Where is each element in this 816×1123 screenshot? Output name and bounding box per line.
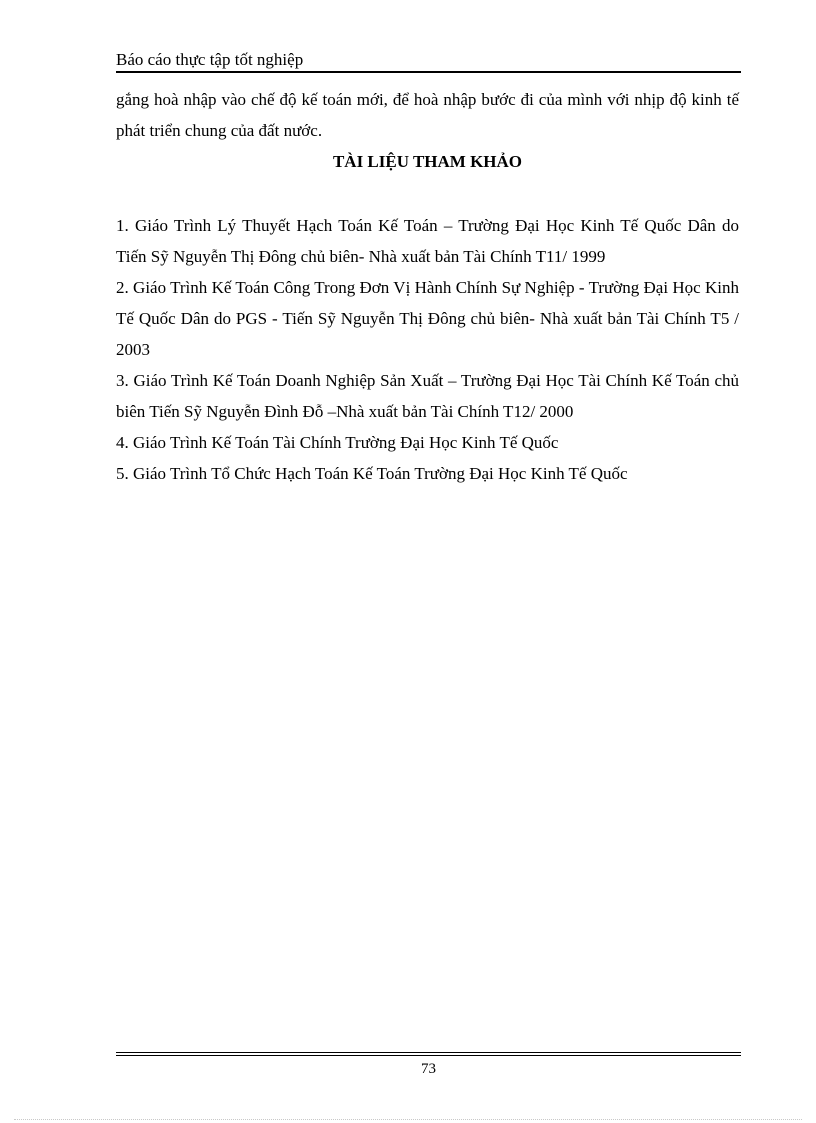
section-title: TÀI LIỆU THAM KHẢO	[332, 152, 523, 171]
reference-item-2: 2. Giáo Trình Kế Toán Công Trong Đơn Vị Hành Chính Sự Nghiệp - Trường Đại Học Kinh Tế Quốc Dân do PGS - Tiến Sỹ Nguyễn Thị Đông chủ biên- Nhà xuất bản Tài Chính T5 / 2003	[116, 278, 739, 359]
reference-item-1: 1. Giáo Trình Lý Thuyết Hạch Toán Kế Toán – Trường Đại Học Kinh Tế Quốc Dân do Tiến Sỹ Nguyễn Thị Đông chủ biên- Nhà xuất bản Tài Chính T11/ 1999	[116, 216, 739, 266]
footer-double-rule	[116, 1052, 741, 1056]
page-number: 73	[421, 1061, 436, 1077]
reference-list	[116, 210, 739, 489]
reference-item-4: 4. Giáo Trình Kế Toán Tài Chính Trường Đại Học Kinh Tế Quốc	[116, 433, 559, 452]
header-title: Báo cáo thực tập tốt nghiệp	[116, 50, 304, 69]
page-body	[116, 84, 739, 489]
continuation-paragraph: gắng hoà nhập vào chế độ kế toán mới, để hoà nhập bước đi của mình với nhịp độ kinh tế phát triển chung của đất nước.	[116, 90, 739, 140]
reference-item-5: 5. Giáo Trình Tổ Chức Hạch Toán Kế Toán Trường Đại Học Kinh Tế Quốc	[116, 464, 628, 483]
page-edge-divider	[14, 1119, 802, 1120]
page-header	[116, 49, 741, 73]
page-footer	[116, 1052, 741, 1078]
reference-item-3: 3. Giáo Trình Kế Toán Doanh Nghiệp Sản Xuất – Trường Đại Học Tài Chính Kế Toán chủ biên Tiến Sỹ Nguyễn Đình Đỗ –Nhà xuất bản Tài Chính T12/ 2000	[116, 371, 739, 421]
